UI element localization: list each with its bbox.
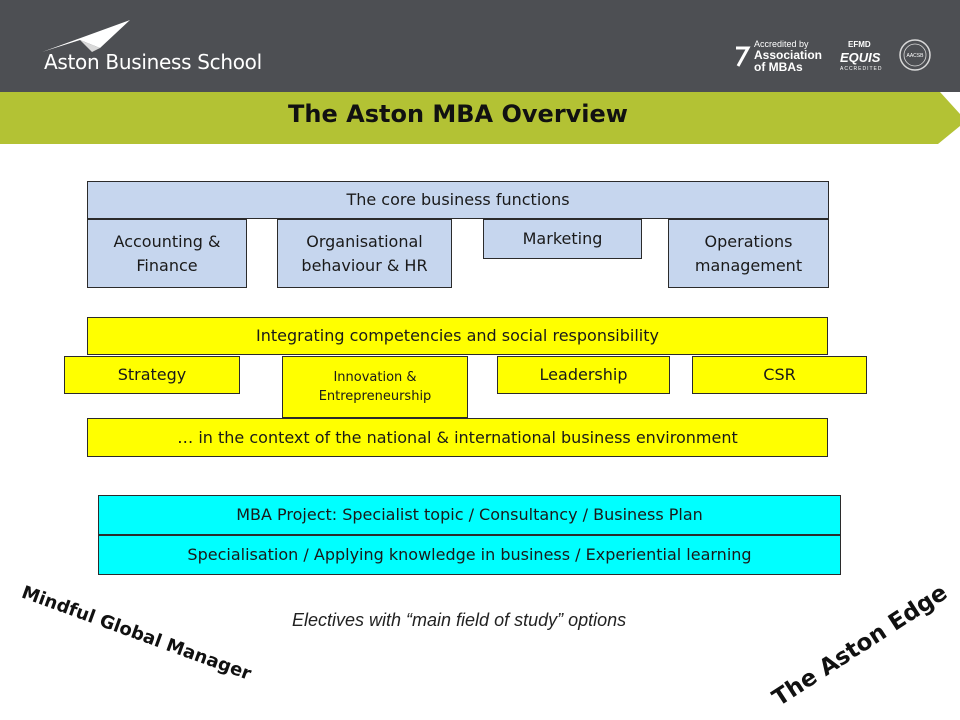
efmd-label: EFMD xyxy=(848,40,871,49)
context-statement: … in the context of the national & international business environment xyxy=(87,418,828,457)
mindful-global-manager: Mindful Global Manager xyxy=(18,582,255,685)
brand-name: Aston Business School xyxy=(44,50,262,74)
integrating-heading: Integrating competencies and social responsibility xyxy=(87,317,828,355)
specialisation-box: Specialisation / Applying knowledge in business / Experiential learning xyxy=(98,535,841,575)
page-title: The Aston MBA Overview xyxy=(288,100,628,128)
equis-accredited-label: ACCREDITED xyxy=(840,66,883,72)
aston-logo-icon xyxy=(40,18,132,54)
integrating-leadership: Leadership xyxy=(497,356,670,394)
integrating-innovation: Innovation & Entrepreneurship xyxy=(282,356,468,418)
header-bar xyxy=(0,0,960,92)
core-accounting-finance: Accounting & Finance xyxy=(87,219,247,288)
integrating-csr: CSR xyxy=(692,356,867,394)
core-operations-management: Operations management xyxy=(668,219,829,288)
aston-edge: The Aston Edge xyxy=(768,579,953,712)
electives-note: Electives with “main field of study” options xyxy=(292,610,627,630)
equis-label: EQUIS xyxy=(840,50,881,65)
core-functions-heading: The core business functions xyxy=(87,181,829,219)
mba-project-box: MBA Project: Specialist topic / Consultancy / Business Plan xyxy=(98,495,841,535)
integrating-strategy: Strategy xyxy=(64,356,240,394)
svg-text:AACSB: AACSB xyxy=(906,53,924,59)
amba-accreditation: Accredited by Association of MBAs xyxy=(754,39,823,74)
core-marketing: Marketing xyxy=(483,219,642,259)
amba-arrow-icon xyxy=(734,42,752,68)
aacsb-seal-icon xyxy=(898,38,932,72)
core-organisational-hr: Organisational behaviour & HR xyxy=(277,219,452,288)
